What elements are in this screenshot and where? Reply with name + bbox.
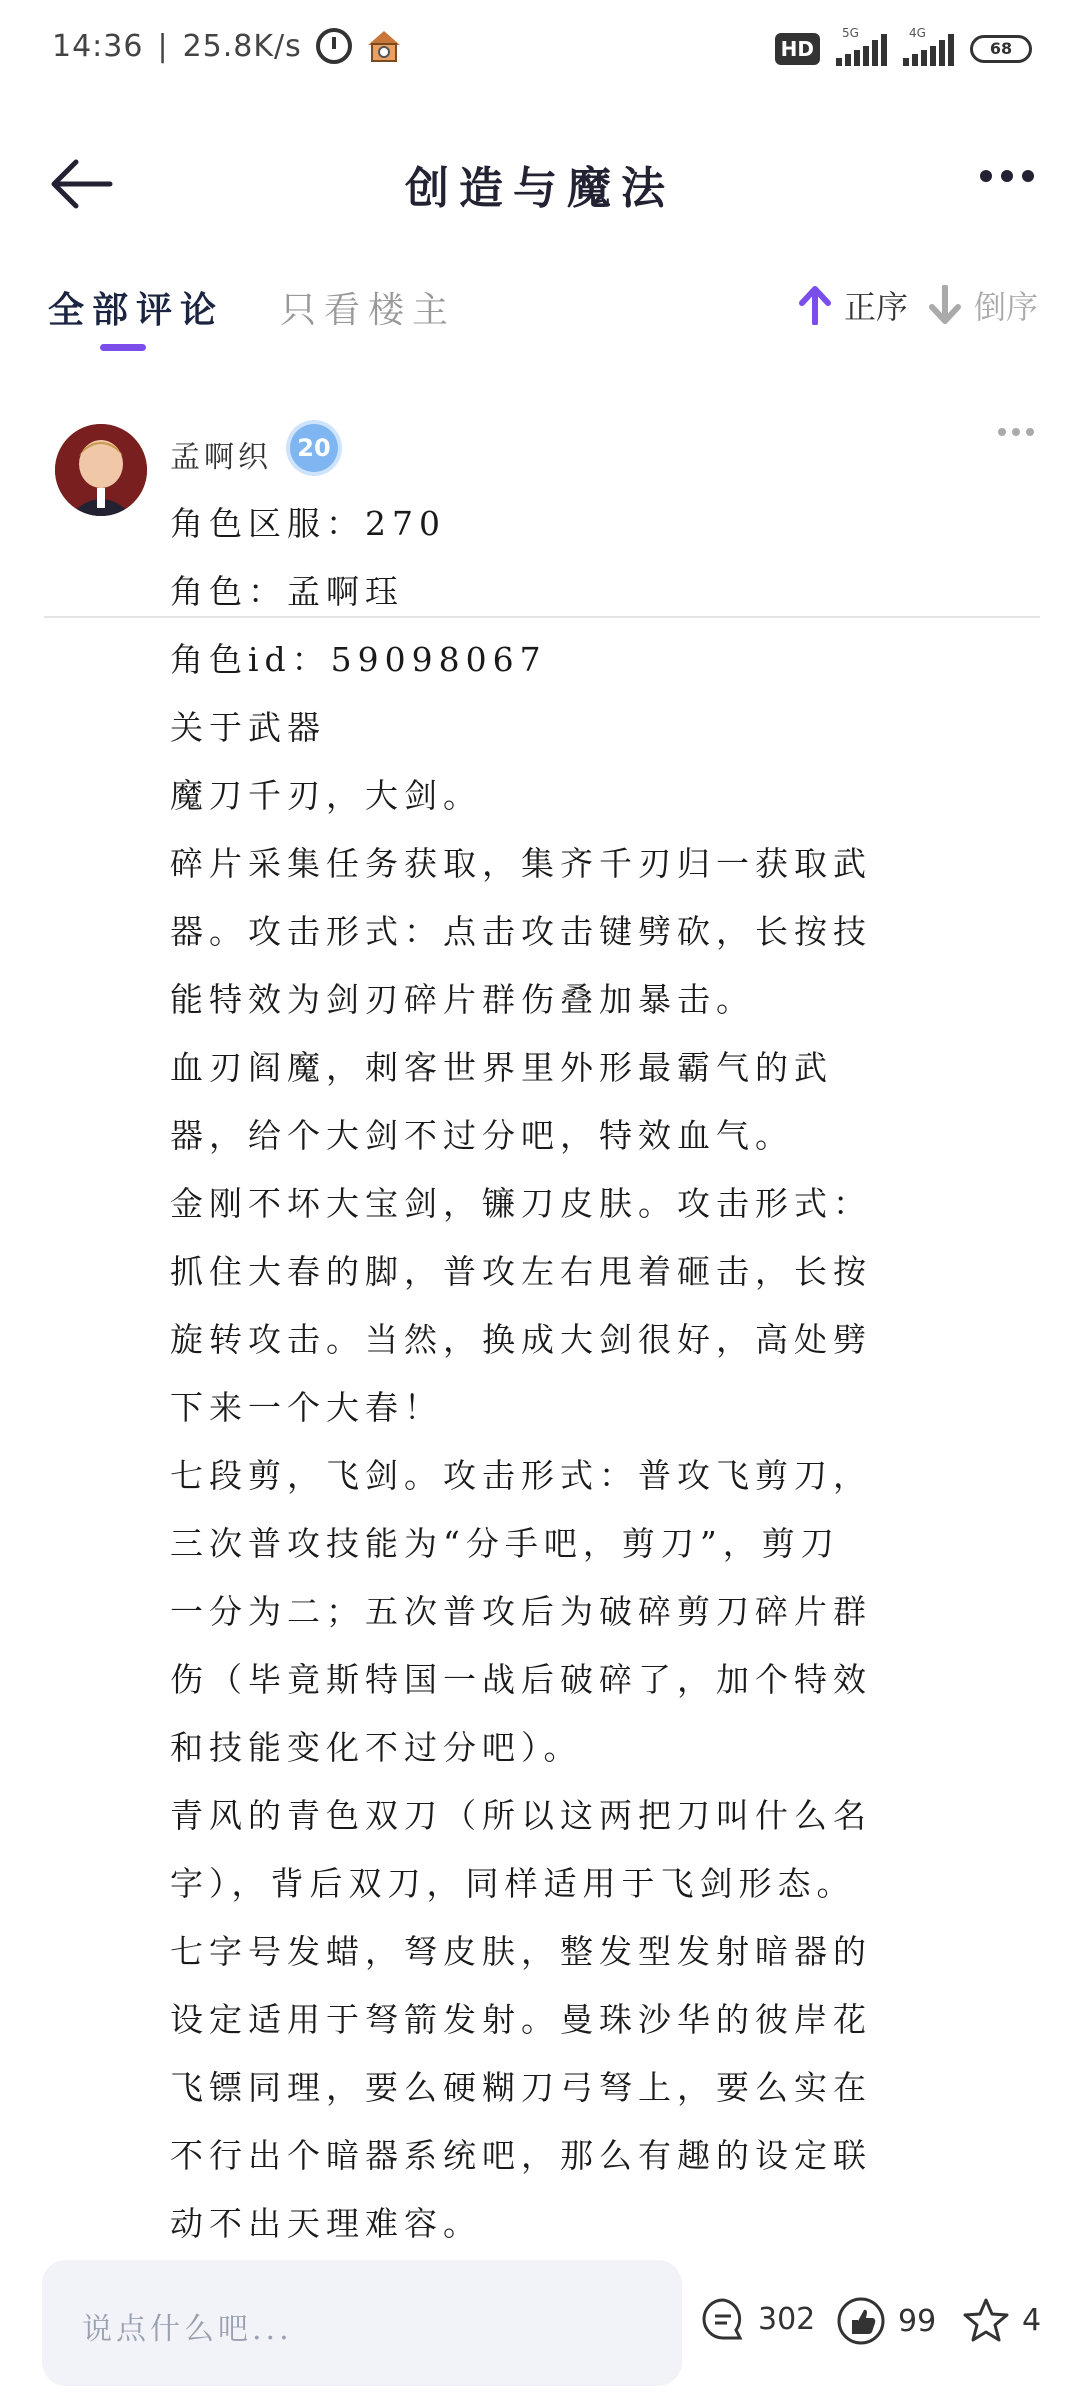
post-more-button[interactable]: [998, 428, 1034, 436]
sort-forward-label: 正序: [844, 288, 909, 326]
post-line: 能特效为剑刃碎片群伤叠加暴击。: [170, 980, 755, 1019]
avatar[interactable]: [55, 424, 147, 516]
post-line: 伤（毕竟斯特国一战后破碎了，加个特效: [170, 1660, 872, 1699]
alarm-icon: [316, 28, 352, 64]
header: [0, 130, 1080, 240]
post-line: 七字号发蜡，弩皮肤，整发型发射暗器的: [170, 1932, 872, 1971]
comment-placeholder: 说点什么吧...: [82, 2312, 293, 2347]
comment-count: 302: [758, 2301, 816, 2337]
like-count: 99: [898, 2303, 937, 2339]
comment-input[interactable]: [42, 2260, 682, 2386]
bottom-bar: [0, 2250, 1080, 2400]
app-notification-icon: [366, 29, 402, 63]
post-line: 动不出天理难容。: [170, 2204, 482, 2243]
sort-reverse-button[interactable]: [928, 282, 1038, 328]
status-time: 14:36: [52, 28, 144, 64]
star-icon: [962, 2296, 1010, 2344]
avatar-image: [55, 424, 147, 516]
star-count: 4: [1022, 2302, 1042, 2338]
post-line: 魔刀千刃，大剑。: [170, 776, 482, 815]
status-right: [775, 26, 1032, 66]
arrow-down-icon: [928, 285, 962, 325]
post-line: 设定适用于弩箭发射。曼珠沙华的彼岸花: [170, 2000, 872, 2039]
post-line: 青风的青色双刀（所以这两把刀叫什么名: [170, 1796, 872, 1835]
dot-icon: [1001, 170, 1013, 182]
hd-badge: HD: [775, 33, 820, 65]
post-line: 飞镖同理，要么硬糊刀弓弩上，要么实在: [170, 2068, 872, 2107]
post-line: 血刃阎魔，刺客世界里外形最霸气的武: [170, 1048, 833, 1087]
more-options-button[interactable]: [980, 170, 1034, 182]
level-badge: 20: [290, 424, 338, 472]
status-speed: 25.8K/s: [182, 28, 302, 64]
post-line: 关于武器: [170, 708, 326, 747]
comment-tabs: [0, 270, 1080, 352]
post-line: 碎片采集任务获取，集齐千刃归一获取武: [170, 844, 872, 883]
post-line: 抓住大春的脚，普攻左右甩着砸击，长按: [170, 1252, 872, 1291]
post-line: 下来一个大春！: [170, 1388, 443, 1427]
post-line: 金刚不坏大宝剑，镰刀皮肤。攻击形式：: [170, 1184, 872, 1223]
dot-icon: [998, 428, 1006, 436]
post-line: 角色区服：270: [170, 504, 446, 543]
signal-4g-icon: 4G: [903, 32, 954, 66]
post-line: 角色：孟啊珏: [170, 572, 404, 611]
like-button[interactable]: [836, 2296, 936, 2346]
post-line: 器。攻击形式：点击攻击键劈砍，长按技: [170, 912, 872, 951]
comment-icon: [700, 2296, 746, 2342]
tab-all-comments[interactable]: 全部评论: [48, 289, 225, 331]
post-line: 三次普攻技能为“分手吧，剪刀”，剪刀: [170, 1524, 840, 1563]
post-line: 七段剪，飞剑。攻击形式：普攻飞剪刀，: [170, 1456, 872, 1495]
dot-icon: [980, 170, 992, 182]
username[interactable]: 孟啊织: [170, 440, 272, 475]
battery-icon: 68: [970, 35, 1032, 63]
arrow-up-icon: [798, 285, 832, 325]
post-line: 字），背后双刀，同样适用于飞剑形态。: [170, 1864, 856, 1903]
post-line: 不行出个暗器系统吧，那么有趣的设定联: [170, 2136, 872, 2175]
post-line: 一分为二；五次普攻后为破碎剪刀碎片群: [170, 1592, 872, 1631]
page-title: 创造与魔法: [405, 163, 675, 214]
status-bar: [0, 0, 1080, 100]
post-line: 角色id：59098067: [170, 640, 547, 679]
sort-forward-button[interactable]: [798, 282, 908, 328]
post-line: 器，给个大剑不过分吧，特效血气。: [170, 1116, 794, 1155]
comments-button[interactable]: [700, 2296, 815, 2342]
post-body: [170, 490, 1010, 2258]
dot-icon: [1012, 428, 1020, 436]
favorite-button[interactable]: [962, 2296, 1041, 2344]
post-line: 和技能变化不过分吧）。: [170, 1728, 583, 1767]
sort-reverse-label: 倒序: [974, 288, 1039, 326]
status-left: 14:36 | 25.8K/s: [52, 28, 402, 64]
thumbs-up-icon: [836, 2296, 886, 2346]
dot-icon: [1022, 170, 1034, 182]
active-tab-indicator: [100, 344, 146, 351]
post-line: 旋转攻击。当然，换成大剑很好，高处劈: [170, 1320, 872, 1359]
signal-5g-icon: 5G: [836, 32, 887, 66]
dot-icon: [1026, 428, 1034, 436]
tab-only-op[interactable]: 只看楼主: [280, 290, 457, 331]
